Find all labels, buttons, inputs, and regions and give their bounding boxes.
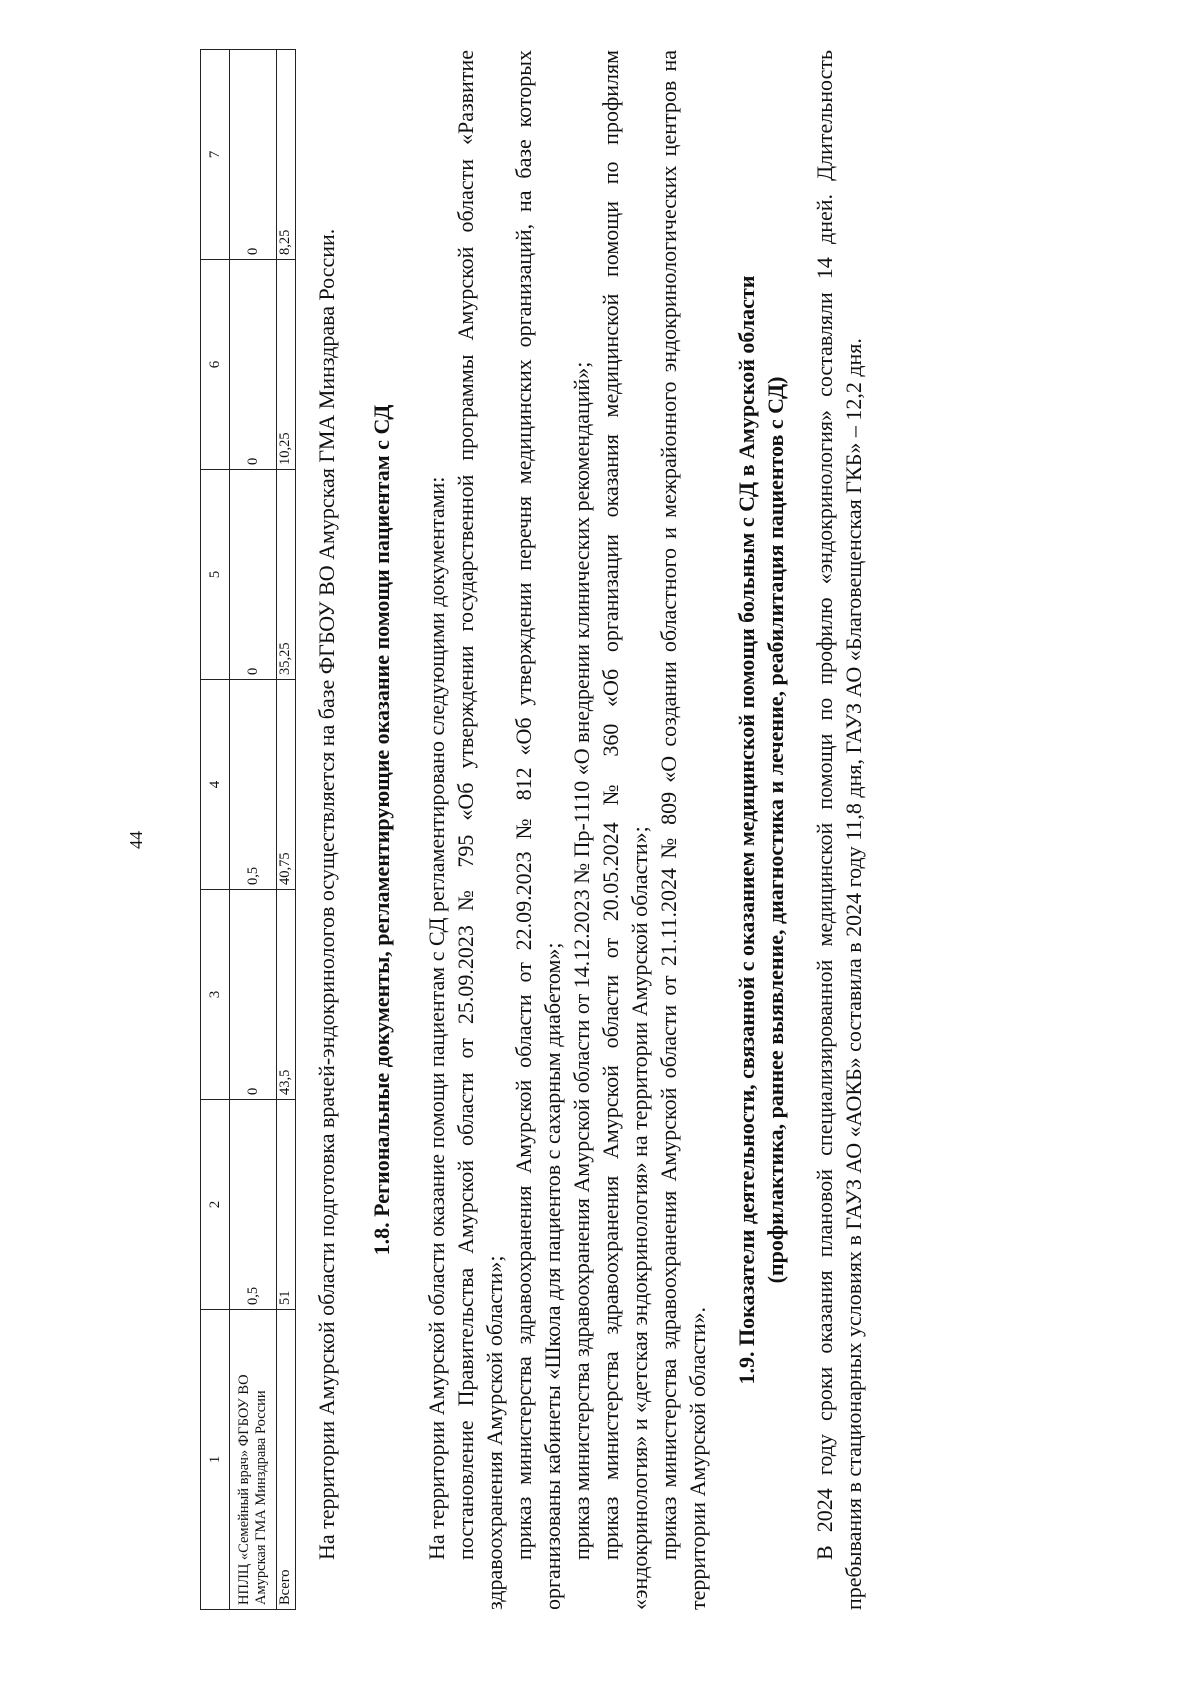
table-cell: 51	[277, 1100, 296, 1310]
table-cell: 0	[230, 260, 277, 470]
table-cell: 10,25	[277, 260, 296, 470]
paragraph: На территории Амурской области оказание помощи пациентам с СД регламентировано следующими документами:	[424, 476, 449, 1560]
table-cell: 35,25	[277, 470, 296, 680]
paragraph: приказ министерства здравоохранения Амурской области от 14.12.2023 № Пр-1110 «О внедрении клинических рекомендаций»;	[569, 361, 594, 1560]
page-number: 44	[126, 831, 146, 849]
data-table	[200, 49, 296, 1610]
section-1-8-heading: 1.8. Региональные документы, регламентирующие оказание помощи пациентам с СД	[369, 404, 394, 1256]
paragraph: приказ министерства здравоохранения Амурской области от 20.05.2024 № 360 «Об организации оказания медицинской помощи по профилям «эндокринология» и «детская эндокринология» на территории Амурской области»;	[598, 50, 652, 1610]
table-header-cell: 4	[201, 680, 230, 890]
table-cell: 40,75	[277, 680, 296, 890]
section-1-9-heading-line1: 1.9. Показатели деятельности, связанной с оказанием медицинской помощи больным с СД в Амурской области	[734, 275, 759, 1385]
table-header-cell: 6	[201, 260, 230, 470]
intro-paragraph: На территории Амурской области подготовка врачей-эндокринологов осуществляется на базе ФГБОУ ВО Амурская ГМА Минздрава России.	[314, 228, 339, 1560]
paragraph: приказ министерства здравоохранения Амурской области от 21.11.2024 № 809 «О создании областного и межрайонного эндокринологических центров на территории Амурской области».	[656, 50, 710, 1610]
table-cell: Всего	[277, 1310, 296, 1610]
table-row	[230, 50, 277, 1610]
rotated-content	[126, 50, 1200, 1610]
table-header-cell: 1	[201, 1310, 230, 1610]
table-header-cell: 2	[201, 1100, 230, 1310]
table-cell: 8,25	[277, 50, 296, 260]
paragraph: В 2024 году сроки оказания плановой специализированной медицинской помощи по профилю «эндокринология» составляли 14 дней. Длительность пребывания в стационарных условиях в ГАУЗ АО «АОКБ» составила в 2024 году 11,8 дня, ГАУЗ АО «Благовещенская ГКБ» – 12,2 дня.	[812, 50, 866, 1610]
table-row-total	[277, 50, 296, 1610]
body-text	[312, 50, 868, 1610]
table-header-cell: 5	[201, 470, 230, 680]
table-header-row	[201, 50, 230, 1610]
table-header-cell: 3	[201, 890, 230, 1100]
table-cell: 0,5	[230, 680, 277, 890]
table-cell: 0	[230, 890, 277, 1100]
section-1-9-heading-line2: (профилактика, раннее выявление, диагностика и лечение, реабилитация пациентов с СД)	[763, 376, 788, 1284]
paragraph: приказ министерства здравоохранения Амурской области от 22.09.2023 № 812 «Об утверждении перечня медицинских организаций, на базе которых организованы кабинеты «Школа для пациентов с сахарным диабетом»;	[511, 50, 565, 1610]
table-cell: 0,5	[230, 1100, 277, 1310]
table-header-cell: 7	[201, 50, 230, 260]
table-cell: 0	[230, 470, 277, 680]
table-cell: 0	[230, 50, 277, 260]
table-cell: 43,5	[277, 890, 296, 1100]
table-cell: НПЛЦ «Семейный врач» ФГБОУ ВО Амурская ГМА Минздрава России	[230, 1310, 277, 1610]
paragraph: постановление Правительства Амурской области от 25.09.2023 № 795 «Об утверждении государственной программы Амурской области «Развитие здравоохранения Амурской области»;	[453, 50, 507, 1610]
